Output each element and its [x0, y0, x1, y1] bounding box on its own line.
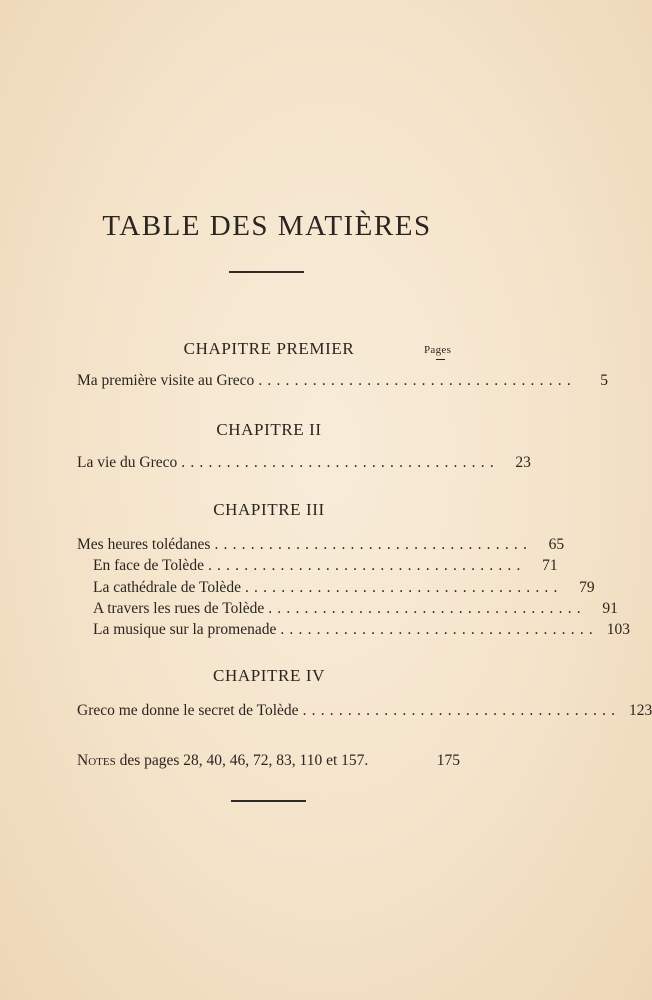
chapter-heading-1: CHAPITRE PREMIER: [183, 339, 355, 358]
toc-entry-label: Mes heures tolédanes: [77, 536, 211, 553]
bottom-divider: [231, 800, 306, 802]
toc-entry[interactable]: [77, 702, 652, 722]
chapter-heading-4: CHAPITRE IV: [213, 666, 325, 685]
toc-entry-page: 65: [548, 536, 565, 553]
leader-dots: ...................................: [181, 454, 499, 471]
toc-entry-label: A travers les rues de Tolède: [93, 600, 265, 617]
toc-entry-label: Greco me donne le secret de Tolède: [77, 702, 299, 719]
pages-column-label: Pages: [424, 344, 452, 356]
toc-entry-page: 103: [606, 621, 630, 638]
toc-entry-page: 5: [600, 372, 608, 389]
notes-label-word: Notes: [77, 752, 116, 769]
toc-entry[interactable]: [93, 579, 595, 599]
toc-entry[interactable]: [93, 621, 630, 641]
notes-label: Notes des pages 28, 40, 46, 72, 83, 110 et 157.: [77, 752, 369, 769]
leader-dots: ...................................: [207, 557, 526, 574]
toc-entry-page: 123: [628, 702, 652, 719]
toc-entry-notes[interactable]: [77, 752, 460, 772]
chapter-heading-2: CHAPITRE II: [216, 420, 322, 439]
notes-label-rest: des pages 28, 40, 46, 72, 83, 110 et 157: [115, 752, 365, 769]
leader-dots: ...................................: [268, 600, 586, 617]
toc-entry[interactable]: [77, 536, 565, 556]
toc-entry[interactable]: [77, 454, 531, 474]
toc-entry-page: 91: [602, 600, 618, 617]
title-divider: [229, 271, 304, 273]
toc-entry-label: La musique sur la promenade: [93, 621, 277, 638]
leader-dots: ...................................: [258, 372, 576, 389]
toc-entry-label: La vie du Greco: [77, 454, 178, 471]
leader-dots: ...................................: [302, 702, 621, 719]
toc-entry[interactable]: [77, 372, 608, 392]
toc-entry[interactable]: [93, 600, 618, 620]
page-title: TABLE DES MATIÈRES: [102, 210, 432, 242]
toc-entry-label: La cathédrale de Tolède: [93, 579, 241, 596]
chapter-heading-3: CHAPITRE III: [213, 500, 325, 519]
toc-entry-page: 79: [579, 579, 595, 596]
leader-dots: ...................................: [280, 621, 598, 638]
toc-entry-label: En face de Tolède: [93, 557, 204, 574]
toc-entry[interactable]: [93, 557, 558, 577]
toc-entry-page: 71: [542, 557, 558, 574]
toc-entry-page: 23: [515, 454, 531, 471]
leader-dots: ...................................: [244, 579, 563, 596]
toc-entry-label: Ma première visite au Greco: [77, 372, 255, 389]
notes-page: 175: [436, 752, 460, 769]
leader-dots: ...................................: [214, 536, 533, 553]
